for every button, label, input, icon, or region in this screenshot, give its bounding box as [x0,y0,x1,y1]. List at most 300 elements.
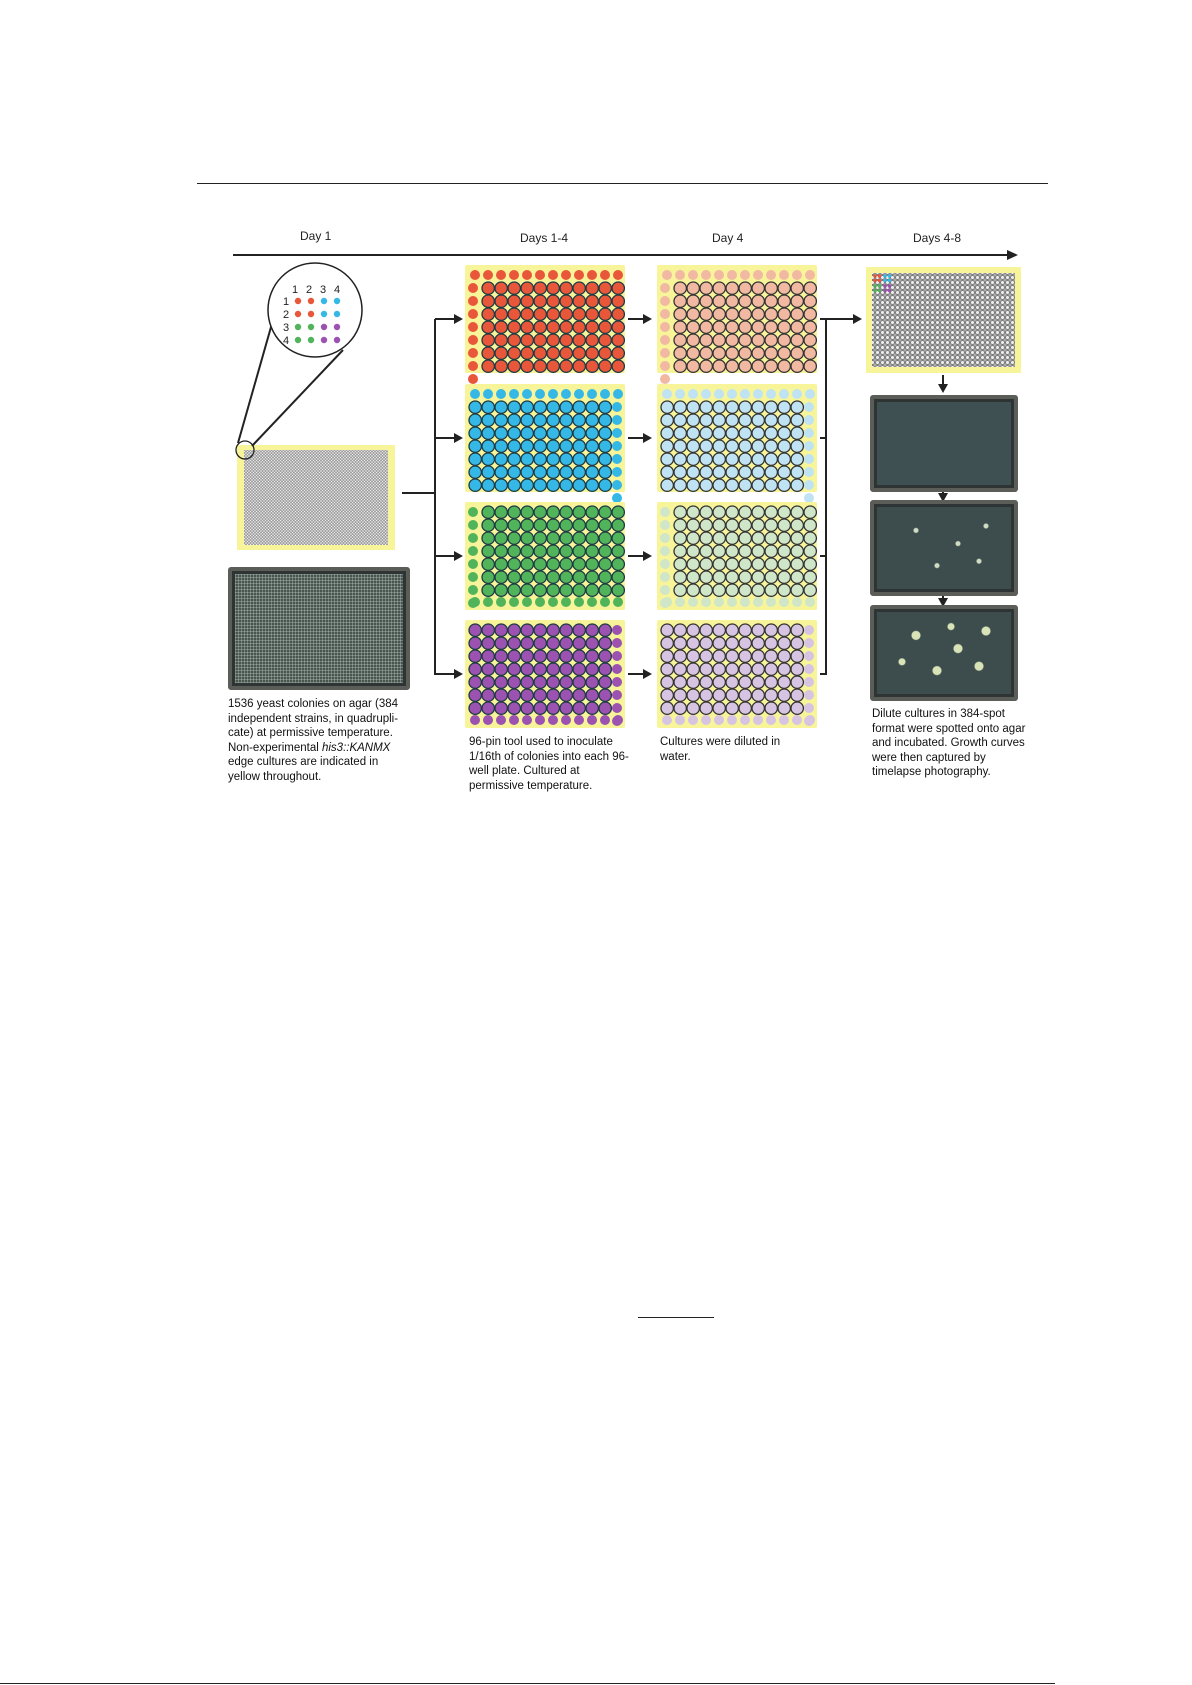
diluted-plate-red-well [804,347,816,359]
culture-plate-red-well [573,321,585,333]
culture-plate-red-edge-dot [587,270,597,280]
diluted-plate-green-well [765,558,777,570]
culture-plate-red-well [534,282,546,294]
culture-plate-blue-well [573,440,585,452]
culture-plate-red-well [573,282,585,294]
diluted-plate-red-well [700,321,712,333]
culture-plate-purple-well [521,689,533,701]
spot-colored-dot [878,274,882,278]
culture-plate-blue-well [547,466,559,478]
diluted-plate-green-well [778,558,790,570]
diluted-plate-blue-well [765,453,777,465]
culture-plate-red-well [612,295,624,307]
diluted-plate-blue-edge-dot [804,402,814,412]
culture-plate-green-well [534,532,546,544]
culture-plate-red-well [560,295,572,307]
culture-plate-purple-well [495,624,507,636]
diluted-plate-blue-well [661,479,673,491]
diluted-plate-blue-well [700,427,712,439]
culture-plate-green-well [495,584,507,596]
culture-plate-purple-edge-dot [483,715,493,725]
culture-plate-purple-edge-dot [612,703,622,713]
diluted-plate-blue-well [791,466,803,478]
culture-plate-red-well [560,360,572,372]
culture-plate-blue-well [469,414,481,426]
diluted-plate-green-well [778,571,790,583]
culture-plate-red-well [482,334,494,346]
diluted-plate-green-well [674,506,686,518]
diluted-plate-red-well [765,295,777,307]
culture-plate-blue-well [560,466,572,478]
diluted-plate-red-well [765,334,777,346]
diluted-plate-blue-edge-dot [766,389,776,399]
culture-plate-green-well [560,571,572,583]
culture-plate-green-well [521,519,533,531]
culture-plate-red-edge-dot [468,348,478,358]
culture-plate-red-well [482,282,494,294]
diluted-plate-red-edge-dot [701,270,711,280]
diluted-plate-green-well [752,532,764,544]
diluted-plate-green-well [687,571,699,583]
culture-plate-blue-well [573,466,585,478]
diluted-plate-red-edge-dot [660,374,670,384]
culture-plate-blue-well [482,427,494,439]
culture-plate-purple-well [560,637,572,649]
diluted-plate-red-well [765,360,777,372]
culture-plate-green-well [521,584,533,596]
diluted-plate-green-well [739,584,751,596]
diluted-plate-purple-well [765,650,777,662]
diluted-plate-purple-edge-dot [662,715,672,725]
culture-plate-blue-well [560,401,572,413]
diluted-plate-green-well [752,584,764,596]
culture-plate-green-well [534,584,546,596]
culture-plate-purple-well [521,676,533,688]
culture-plate-green-well [586,532,598,544]
culture-plate-purple-well [469,637,481,649]
inset-colony-dot [308,311,314,317]
culture-plate-green-well [547,584,559,596]
culture-plate-purple-well [469,702,481,714]
culture-plate-red-well [508,334,520,346]
culture-plate-purple-well [482,702,494,714]
diluted-plate-purple-well [739,702,751,714]
culture-plate-blue-well [586,427,598,439]
culture-plate-red-well [482,295,494,307]
culture-plate-blue-well [521,427,533,439]
culture-plate-blue-well [495,414,507,426]
diluted-plate-red-well [765,308,777,320]
culture-plate-blue-edge-dot [612,493,622,503]
culture-plate-purple-edge-dot [561,715,571,725]
timeline-arrow-head [1007,250,1018,260]
culture-plate-red-well [534,347,546,359]
culture-plate-green-well [534,558,546,570]
diluted-plate-purple-edge-dot [804,703,814,713]
agar-plate-photo-early-growth [870,500,1018,596]
diluted-plate-purple-well [713,624,725,636]
culture-plate-green-well [547,532,559,544]
culture-plate-blue-well [534,427,546,439]
culture-plate-purple-well [521,650,533,662]
diluted-plate-blue-edge-dot [701,389,711,399]
diluted-plate-red-well [713,282,725,294]
diluted-plate-green-well [765,519,777,531]
diluted-plate-red-well [778,282,790,294]
diluted-plate-green-well [713,519,725,531]
diluted-plate-blue-well [778,466,790,478]
culture-plate-green-well [534,519,546,531]
diluted-plate-red-edge-dot [753,270,763,280]
culture-plate-red-edge-dot [468,296,478,306]
diluted-plate-blue-well [726,466,738,478]
diluted-plate-red-well [687,321,699,333]
culture-plate-purple-well [560,689,572,701]
culture-plate-red-well [521,347,533,359]
culture-plate-red-well [534,295,546,307]
culture-plate-red-well [521,282,533,294]
culture-plate-green-well [495,545,507,557]
diluted-plate-red-edge-dot [688,270,698,280]
inset-colony-dot [295,311,301,317]
diluted-plate-purple-well [674,650,686,662]
culture-plate-green-well [508,571,520,583]
culture-plate-green-well [599,571,611,583]
culture-plate-red-well [521,334,533,346]
diluted-plate-green-edge-dot [779,597,789,607]
diluted-plate-blue-edge-dot [792,389,802,399]
diluted-plate-blue-well [661,453,673,465]
culture-plate-blue-edge-dot [612,415,622,425]
diluted-plate-purple-well [752,689,764,701]
diluted-plate-red-well [765,282,777,294]
diluted-plate-purple-well [739,689,751,701]
culture-plate-red-well [560,347,572,359]
diluted-plate-purple-well [765,689,777,701]
diluted-plate-purple-well [791,624,803,636]
diluted-plate-red-well [752,295,764,307]
culture-plate-purple-edge-dot [496,715,506,725]
culture-plate-blue-well [599,466,611,478]
culture-plate-purple-well [599,650,611,662]
diluted-plate-purple-well [752,663,764,675]
diluted-plate-green-well [700,545,712,557]
culture-plate-blue-well [495,466,507,478]
diluted-plate-blue-well [700,479,712,491]
diluted-plate-green-well [778,584,790,596]
culture-plate-red-edge-dot [483,270,493,280]
diluted-plate-blue-edge-dot [779,389,789,399]
diluted-plate-blue-edge-dot [753,389,763,399]
arrow-to-dilution-red-head [643,314,652,324]
culture-plate-blue-well [482,466,494,478]
culture-plate-purple-well [482,650,494,662]
diluted-plate-purple-well [661,702,673,714]
diluted-plate-purple-well [713,676,725,688]
culture-plate-blue-well [560,427,572,439]
spot-colored-dot [878,279,882,283]
culture-plate-green-edge-dot [574,597,584,607]
diluted-plate-green-well [713,571,725,583]
diluted-plate-purple-well [687,676,699,688]
diluted-plate-red-well [700,334,712,346]
caption-day4: Cultures were diluted in water. [660,736,781,763]
diluted-plate-red-well [700,282,712,294]
diluted-plate-red-edge-dot [660,322,670,332]
diluted-plate-purple-well [661,676,673,688]
diluted-plate-purple-well [778,663,790,675]
diluted-plate-blue-well [765,440,777,452]
culture-plate-green-well [508,584,520,596]
culture-plate-blue-edge-dot [470,389,480,399]
culture-plate-blue-well [586,453,598,465]
culture-plate-green-well [560,532,572,544]
diluted-plate-green-well [804,519,816,531]
diluted-plate-blue-well [739,427,751,439]
diluted-plate-blue-well [791,453,803,465]
diluted-plate-purple-well [739,637,751,649]
culture-plate-purple-well [599,676,611,688]
culture-plate-purple-edge-dot [587,715,597,725]
culture-plate-green-well [599,519,611,531]
culture-plate-green-well [521,545,533,557]
diluted-plate-red-well [739,321,751,333]
culture-plate-blue-edge-dot [548,389,558,399]
culture-plate-purple-well [547,663,559,675]
culture-plate-green-well [599,532,611,544]
diluted-plate-red-well [674,334,686,346]
diluted-plate-blue-edge-dot [804,467,814,477]
culture-plate-green-well [482,558,494,570]
diluted-plate-green-edge-dot [805,597,815,607]
diluted-plate-green-edge-dot [660,546,670,556]
diluted-plate-red-well [752,308,764,320]
culture-plate-purple-well [495,676,507,688]
diluted-plate-blue-well [791,440,803,452]
culture-plate-purple-well [599,702,611,714]
culture-plate-blue-well [573,453,585,465]
diluted-plate-red-well [726,334,738,346]
spot-plate-grid [872,273,1015,367]
diluted-plate-green-well [700,558,712,570]
culture-plate-red-well [482,347,494,359]
diluted-plate-green-well [674,519,686,531]
culture-plate-green-edge-dot [468,585,478,595]
spot-colored-dot [873,274,877,278]
diluted-plate-purple-well [713,702,725,714]
inset-row-label: 4 [282,335,290,347]
culture-plate-blue-well [560,453,572,465]
culture-plate-blue-edge-dot [509,389,519,399]
diluted-plate-red-well [700,347,712,359]
inset-col-label: 3 [319,284,327,296]
culture-plate-blue-well [495,453,507,465]
spot-colored-dot [883,274,887,278]
culture-plate-green-well [599,584,611,596]
culture-plate-blue-well [521,401,533,413]
diluted-plate-red-well [778,334,790,346]
diluted-plate-green-well [674,532,686,544]
culture-plate-red-well [534,360,546,372]
culture-plate-red-edge-dot [468,322,478,332]
diluted-plate-green-edge-dot [660,598,670,608]
culture-plate-red-well [560,334,572,346]
culture-plate-green-well [547,545,559,557]
culture-plate-purple-well [599,663,611,675]
culture-plate-blue-well [599,440,611,452]
diluted-plate-blue-well [765,414,777,426]
inset-colony-dot [321,298,327,304]
culture-plate-purple-well [508,702,520,714]
diluted-plate-green-well [778,545,790,557]
culture-plate-purple-well [586,689,598,701]
culture-plate-purple-well [573,663,585,675]
diluted-plate-red-well [713,308,725,320]
culture-plate-purple-well [495,637,507,649]
inset-colony-dot [308,337,314,343]
diluted-plate-red-well [765,347,777,359]
culture-plate-red-well [560,321,572,333]
culture-plate-green-well [482,532,494,544]
diluted-plate-blue-edge-dot [804,480,814,490]
culture-plate-purple-edge-dot [612,625,622,635]
diluted-plate-green-edge-dot [753,597,763,607]
culture-plate-purple-well [586,650,598,662]
culture-plate-red-edge-dot [470,270,480,280]
culture-plate-blue-well [469,401,481,413]
culture-plate-green-well [482,584,494,596]
culture-plate-blue-well [469,479,481,491]
culture-plate-red-well [482,308,494,320]
diluted-plate-blue-well [791,401,803,413]
diluted-plate-red-well [713,321,725,333]
culture-plate-purple-edge-dot [612,638,622,648]
culture-plate-red-well [586,334,598,346]
diluted-plate-green-well [700,584,712,596]
diluted-plate-purple-well [700,624,712,636]
footnote-rule [638,1317,714,1318]
culture-plate-green-edge-dot [468,520,478,530]
diluted-plate-purple-well [726,637,738,649]
culture-plate-purple-edge-dot [509,715,519,725]
diluted-plate-red-well [739,334,751,346]
diluted-plate-green-well [752,545,764,557]
inset-colony-dot [321,337,327,343]
inset-colony-dot [308,298,314,304]
diluted-plate-blue-well [765,427,777,439]
culture-plate-purple-well [469,689,481,701]
diluted-plate-purple-well [726,702,738,714]
diluted-plate-blue-well [778,414,790,426]
diluted-plate-purple-well [661,689,673,701]
footer-rule [0,1683,1055,1684]
diluted-plate-red-well [765,321,777,333]
diluted-plate-purple-edge-dot [792,715,802,725]
culture-plate-green-well [521,571,533,583]
culture-plate-green-well [534,545,546,557]
diluted-plate-green-well [791,584,803,596]
spot-colored-dot [888,274,892,278]
culture-plate-blue-well [560,414,572,426]
diluted-plate-blue-well [726,440,738,452]
culture-plate-green-well [547,519,559,531]
culture-plate-blue-well [534,479,546,491]
diluted-plate-red-well [713,360,725,372]
culture-plate-red-edge-dot [561,270,571,280]
diluted-plate-red-well [674,347,686,359]
diluted-plate-purple-well [739,650,751,662]
inset-row-label: 1 [282,296,290,308]
day-label-days1-4: Days 1-4 [520,231,569,245]
diluted-plate-purple-well [791,637,803,649]
culture-plate-purple-edge-dot [600,715,610,725]
culture-plate-green-edge-dot [468,572,478,582]
culture-plate-red-well [573,334,585,346]
diluted-plate-purple-well [765,676,777,688]
culture-plate-red-well [612,321,624,333]
day-label-day1: Day 1 [300,229,332,243]
diluted-plate-red-well [752,347,764,359]
diluted-plate-red-well [726,347,738,359]
diluted-plate-purple-edge-dot [804,677,814,687]
diluted-plate-blue-well [752,401,764,413]
culture-plate-green-well [612,545,624,557]
diluted-plate-red-well [674,321,686,333]
diluted-plate-red-edge-dot [714,270,724,280]
inset-colony-dot [295,298,301,304]
caption-day1-genotype: his3::KANMX [321,741,391,754]
diluted-plate-blue-well [765,401,777,413]
diluted-plate-blue-well [713,401,725,413]
diluted-plate-blue-edge-dot [688,389,698,399]
culture-plate-blue-edge-dot [483,389,493,399]
culture-plate-blue-well [534,466,546,478]
culture-plate-red-well [599,308,611,320]
diluted-plate-red-well [674,360,686,372]
culture-plate-blue-well [508,466,520,478]
culture-plate-blue-edge-dot [612,480,622,490]
diluted-plate-red-well [687,295,699,307]
culture-plate-blue-edge-dot [613,389,623,399]
diluted-plate-green-edge-dot [740,597,750,607]
culture-plate-blue-well [482,414,494,426]
culture-plate-red-edge-dot [468,374,478,384]
diluted-plate-purple-well [713,637,725,649]
diluted-plate-blue-well [700,453,712,465]
culture-plate-red-well [547,321,559,333]
diluted-plate-green-well [804,506,816,518]
culture-plate-red-well [586,308,598,320]
culture-plate-red-well [547,347,559,359]
culture-plate-red-edge-dot [613,270,623,280]
diluted-plate-purple-edge-dot [804,638,814,648]
culture-plate-blue-well [534,453,546,465]
culture-plate-green-well [482,506,494,518]
culture-plate-green-well [573,506,585,518]
diluted-plate-blue-well [713,479,725,491]
spot-colored-dot [888,279,892,283]
diluted-plate-purple-well [674,624,686,636]
diluted-plate-blue-well [674,440,686,452]
culture-plate-green-well [586,545,598,557]
diluted-plate-purple-well [674,676,686,688]
diluted-plate-red-edge-dot [660,335,670,345]
diluted-plate-blue-well [752,466,764,478]
diluted-plate-blue-well [713,466,725,478]
culture-plate-red-edge-dot [496,270,506,280]
spot-colored-dot [873,284,877,288]
culture-plate-purple-well [495,663,507,675]
